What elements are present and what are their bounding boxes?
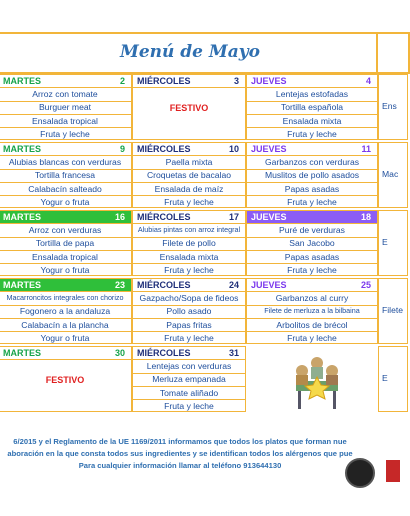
day-header bbox=[247, 211, 377, 224]
seal-logo bbox=[345, 458, 375, 488]
menu-item: Fruta y leche bbox=[164, 264, 214, 275]
day-header bbox=[247, 143, 377, 156]
menu-item: Gazpacho/Sopa de fideos bbox=[133, 292, 245, 306]
menu-item: Arroz con tomate bbox=[0, 88, 131, 102]
day-cell bbox=[0, 278, 132, 344]
day-number: 3 bbox=[233, 76, 239, 86]
partial-text: Filete bbox=[382, 305, 404, 315]
day-header bbox=[133, 75, 245, 88]
menu-item: Macarroncitos integrales con chorizo bbox=[0, 292, 131, 306]
menu-item: Calabacín a la plancha bbox=[0, 319, 131, 333]
menu-item: Tortilla de papa bbox=[0, 237, 131, 251]
menu-item: Ensalada tropical bbox=[0, 115, 131, 129]
partial-cell bbox=[378, 74, 408, 140]
menu-item: Ensalada tropical bbox=[0, 251, 131, 265]
menu-item: Alubias pintas con arroz integral bbox=[133, 224, 245, 238]
day-cell bbox=[0, 210, 132, 276]
menu-item: Yogur o fruta bbox=[40, 332, 90, 343]
day-number: 16 bbox=[114, 212, 125, 222]
menu-item: Pollo asado bbox=[133, 305, 245, 319]
footer-line-2: aboración en la que consta todos sus ingredientes y se identifican todos los alérgenos que pue bbox=[7, 449, 353, 458]
menu-item: Fruta y leche bbox=[287, 264, 337, 275]
day-name: MIÉRCOLES bbox=[137, 76, 191, 86]
day-header bbox=[0, 347, 131, 360]
menu-item: Filete de merluza a la bilbaina bbox=[247, 305, 377, 319]
menu-item: Yogur o fruta bbox=[40, 264, 90, 275]
brand-logo bbox=[386, 460, 400, 482]
menu-item: Tomate aliñado bbox=[133, 387, 245, 401]
menu-item: Papas asadas bbox=[247, 183, 377, 197]
day-number: 23 bbox=[114, 280, 125, 290]
day-name: JUEVES bbox=[251, 76, 287, 86]
day-number: 9 bbox=[119, 144, 125, 154]
day-cell bbox=[132, 346, 246, 412]
menu-item: Lentejas con verduras bbox=[133, 360, 245, 374]
day-number: 10 bbox=[228, 144, 239, 154]
day-number: 11 bbox=[361, 144, 371, 154]
day-cell bbox=[246, 210, 378, 276]
partial-cell bbox=[378, 278, 408, 344]
day-number: 31 bbox=[228, 348, 239, 358]
menu-item: Alubias blancas con verduras bbox=[0, 156, 131, 170]
menu-item: Burguer meat bbox=[0, 101, 131, 115]
day-name: MIÉRCOLES bbox=[137, 348, 191, 358]
menu-item: Fruta y leche bbox=[287, 196, 337, 207]
menu-item: Fruta y leche bbox=[164, 332, 214, 343]
day-cell bbox=[246, 142, 378, 208]
day-header bbox=[247, 75, 377, 88]
day-header bbox=[0, 211, 131, 224]
menu-item: Calabacín salteado bbox=[0, 183, 131, 197]
day-name: MARTES bbox=[3, 348, 41, 358]
day-header bbox=[133, 347, 245, 360]
day-number: 24 bbox=[228, 280, 239, 290]
day-header bbox=[133, 279, 245, 292]
menu-item: Ensalada mixta bbox=[247, 115, 377, 129]
partial-text: Ens bbox=[382, 101, 397, 111]
menu-item: Arroz con verduras bbox=[0, 224, 131, 238]
menu-item: Tortilla española bbox=[247, 101, 377, 115]
page-title: Menú de Mayo bbox=[120, 42, 260, 62]
mascot-illustration bbox=[282, 353, 352, 415]
menu-item: Yogur o fruta bbox=[40, 196, 90, 207]
day-cell bbox=[0, 142, 132, 208]
day-cell bbox=[0, 74, 132, 140]
day-header bbox=[133, 211, 245, 224]
menu-item: Croquetas de bacalao bbox=[133, 169, 245, 183]
menu-item: Muslitos de pollo asados bbox=[247, 169, 377, 183]
footer-line-1: 6/2015 y el Reglamento de la UE 1169/2011 informamos que todos los platos que forman nue bbox=[13, 437, 347, 446]
menu-item: Puré de verduras bbox=[247, 224, 377, 238]
partial-cell bbox=[378, 346, 408, 412]
day-number: 17 bbox=[228, 212, 239, 222]
day-name: JUEVES bbox=[251, 212, 287, 222]
menu-item: Fruta y leche bbox=[40, 128, 90, 139]
day-number: 30 bbox=[114, 348, 125, 358]
menu-item: Fruta y leche bbox=[164, 196, 214, 207]
menu-item: Arbolitos de brécol bbox=[247, 319, 377, 333]
menu-item: Tortilla francesa bbox=[0, 169, 131, 183]
day-name: MIÉRCOLES bbox=[137, 212, 191, 222]
day-cell bbox=[246, 278, 378, 344]
day-cell bbox=[132, 210, 246, 276]
menu-item: Fogonero a la andaluza bbox=[0, 305, 131, 319]
day-header bbox=[247, 279, 377, 292]
menu-item: Ensalada mixta bbox=[133, 251, 245, 265]
menu-item: Garbanzos con verduras bbox=[247, 156, 377, 170]
holiday-label: FESTIVO bbox=[45, 375, 85, 385]
day-cell bbox=[132, 74, 246, 140]
day-number: 18 bbox=[360, 212, 371, 222]
day-name: MARTES bbox=[3, 280, 41, 290]
day-header bbox=[0, 75, 131, 88]
day-cell bbox=[0, 346, 132, 412]
title-frame-right bbox=[376, 32, 410, 74]
menu-item: Garbanzos al curry bbox=[247, 292, 377, 306]
partial-cell bbox=[378, 210, 408, 276]
footer-line-3: Para cualquier información llamar al teléfono 913644130 bbox=[78, 461, 282, 470]
menu-item: Papas fritas bbox=[133, 319, 245, 333]
menu-item: Merluza empanada bbox=[133, 373, 245, 387]
menu-item: Fruta y leche bbox=[164, 400, 214, 411]
day-header bbox=[133, 143, 245, 156]
partial-cell bbox=[378, 142, 408, 208]
day-name: JUEVES bbox=[251, 144, 287, 154]
day-cell bbox=[132, 278, 246, 344]
menu-item: Filete de pollo bbox=[133, 237, 245, 251]
day-name: JUEVES bbox=[251, 280, 287, 290]
day-number: 2 bbox=[119, 76, 125, 86]
menu-item: Paella mixta bbox=[133, 156, 245, 170]
partial-text: E bbox=[382, 373, 388, 383]
partial-text: E bbox=[382, 237, 388, 247]
day-name: MARTES bbox=[3, 212, 41, 222]
day-cell bbox=[246, 74, 378, 140]
day-name: MIÉRCOLES bbox=[137, 144, 191, 154]
day-number: 25 bbox=[360, 280, 371, 290]
menu-item: Papas asadas bbox=[247, 251, 377, 265]
day-number: 4 bbox=[365, 76, 371, 86]
day-cell bbox=[132, 142, 246, 208]
menu-item: Lentejas estofadas bbox=[247, 88, 377, 102]
holiday-label: FESTIVO bbox=[169, 103, 209, 113]
day-name: MIÉRCOLES bbox=[137, 280, 191, 290]
day-header bbox=[0, 279, 131, 292]
day-header bbox=[0, 143, 131, 156]
day-name: MARTES bbox=[3, 144, 41, 154]
menu-item: Fruta y leche bbox=[287, 128, 337, 139]
menu-item: San Jacobo bbox=[247, 237, 377, 251]
day-name: MARTES bbox=[3, 76, 41, 86]
menu-item: Fruta y leche bbox=[287, 332, 337, 343]
menu-item: Ensalada de maíz bbox=[133, 183, 245, 197]
partial-text: Mac bbox=[382, 169, 399, 179]
